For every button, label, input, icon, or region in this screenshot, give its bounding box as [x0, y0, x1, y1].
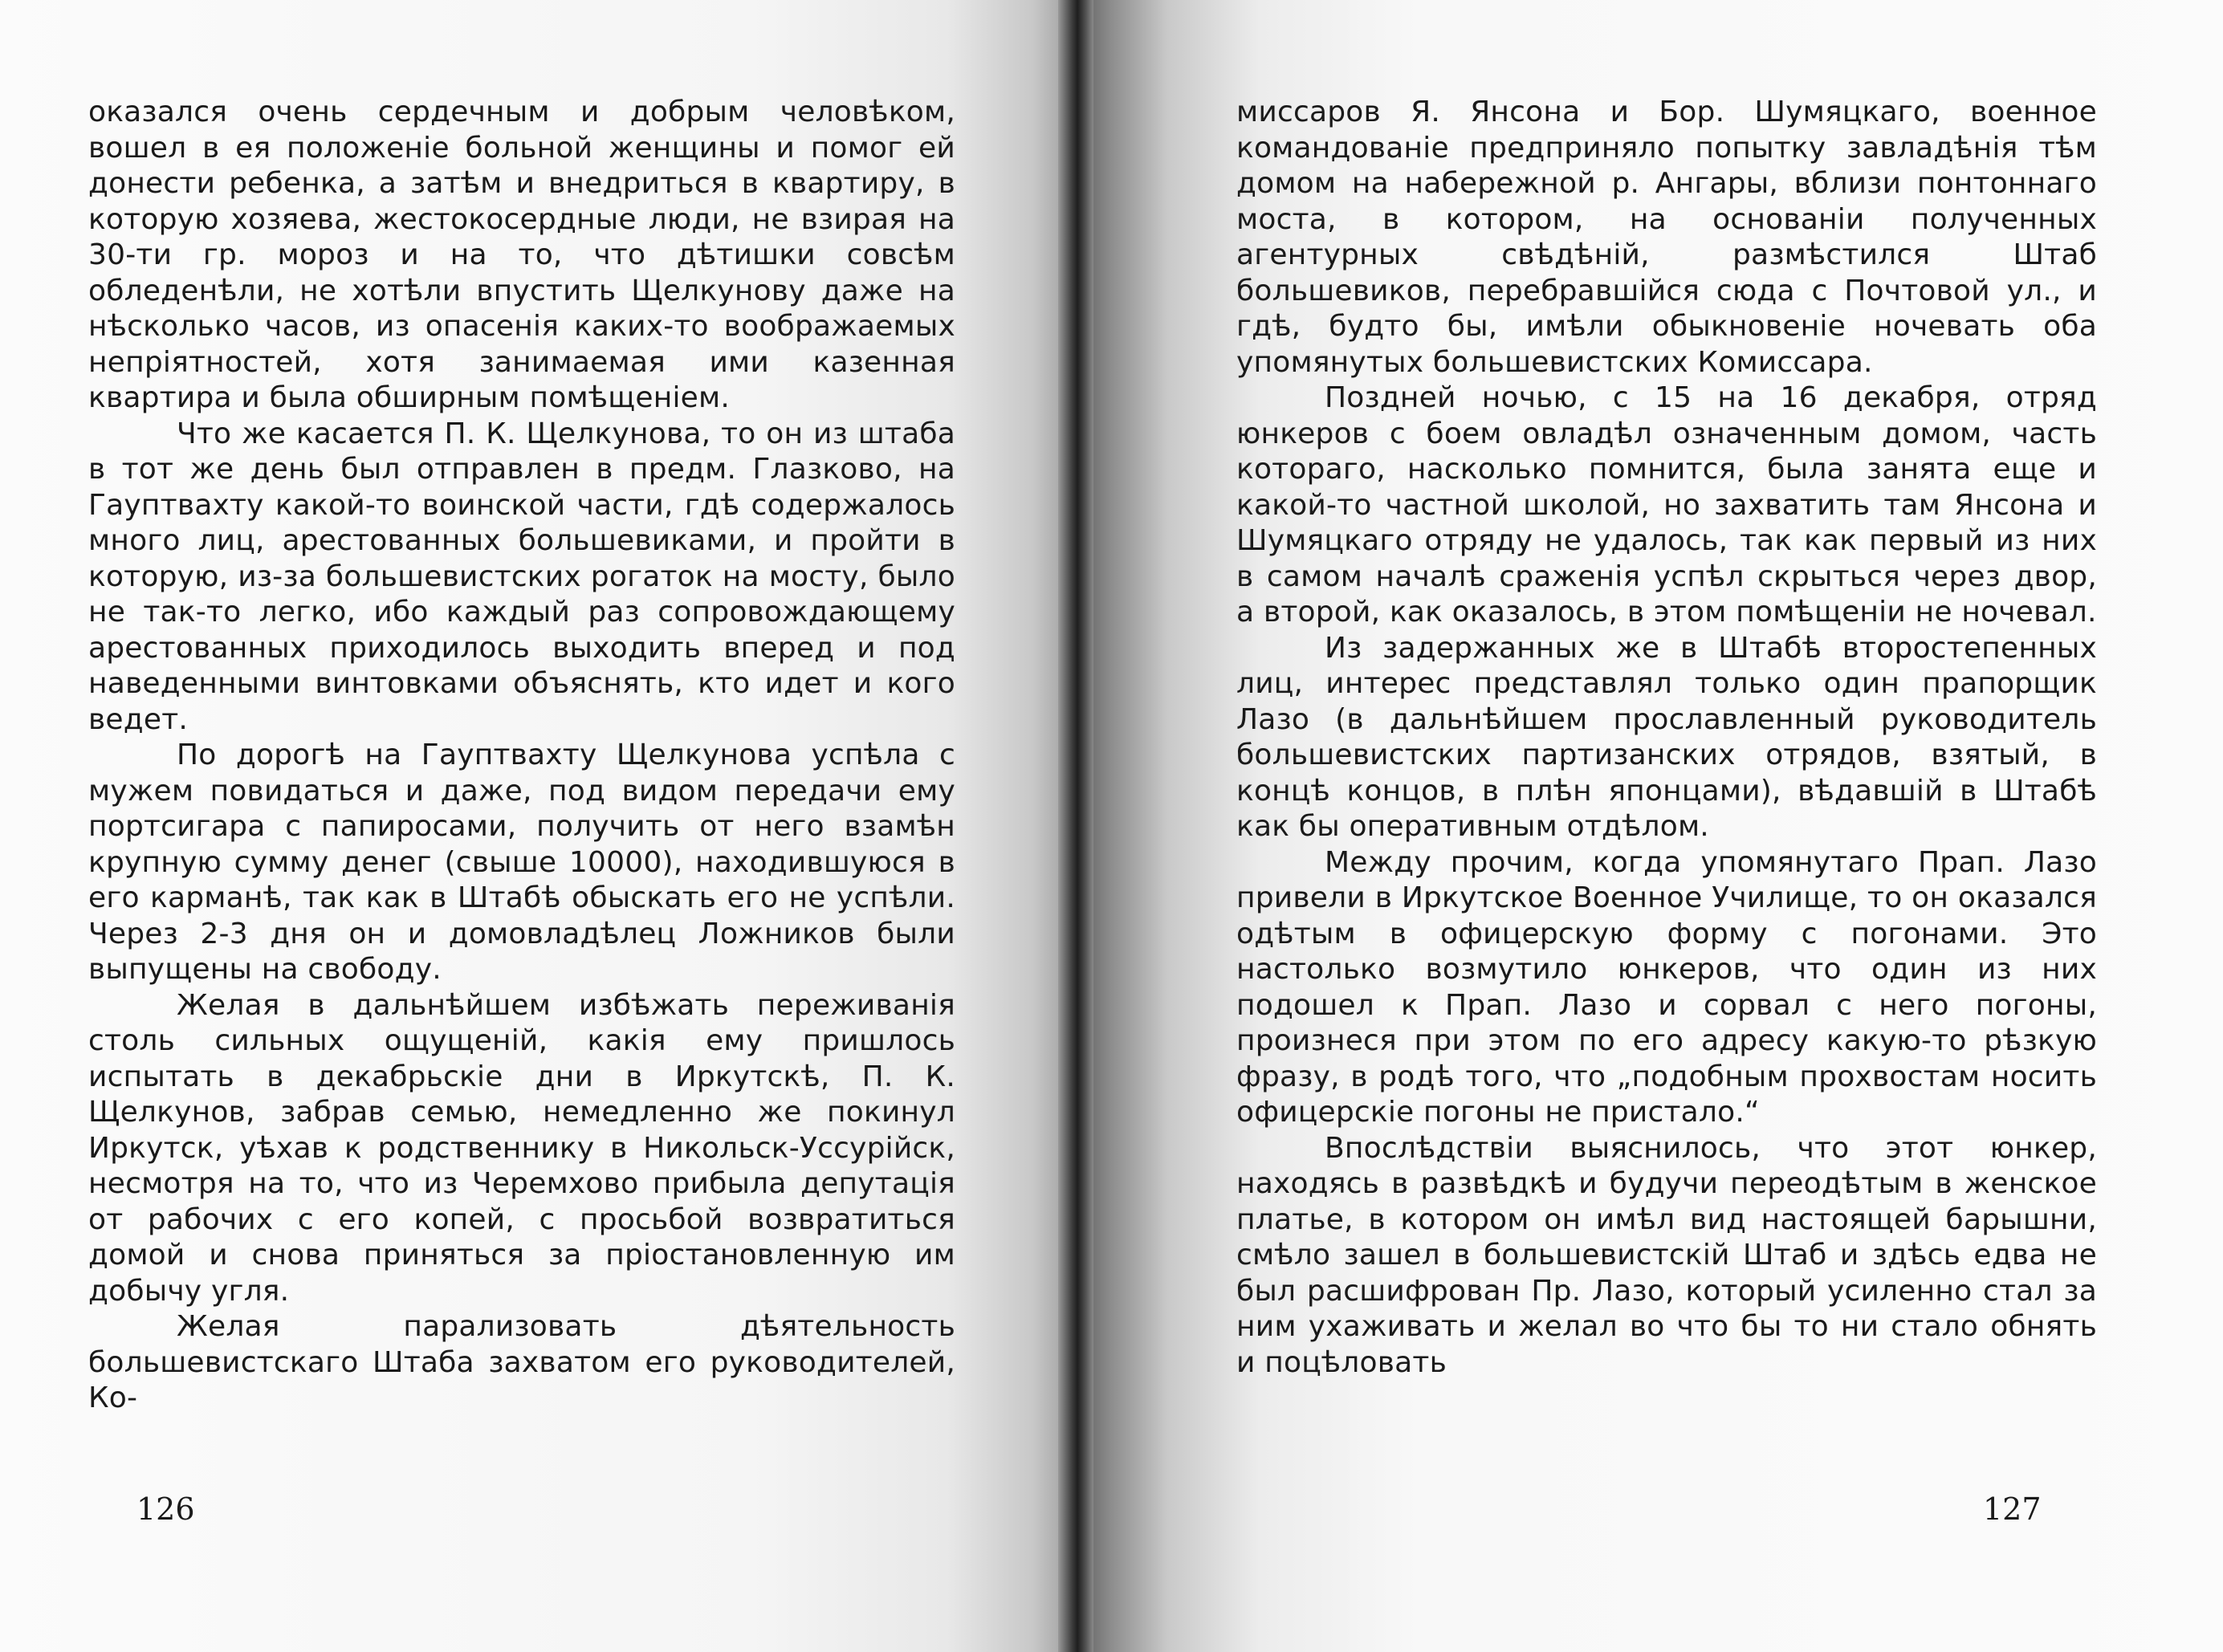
left-page-text: [88, 95, 955, 1417]
paragraph: Из задержанных же в Штабѣ второстепенных лиц, интерес представлял только один прапорщик Лазо (в дальнѣйшем прославленный руководитель большевистских партизанских отрядов, взятый, в концѣ концов, в плѣн японцами), вѣдавшій в Штабѣ как бы оперативным отдѣлом.: [1236, 631, 2097, 843]
page-number-right: 127: [1983, 1491, 2042, 1527]
paragraph: миссаров Я. Янсона и Бор. Шумяцкаго, военное командованіе предприняло попытку завладѣнія тѣм домом на набережной р. Ангары, вблизи понтоннаго моста, в котором, на основаніи полученных агентурных свѣдѣній, размѣстился Штаб большевиков, перебравшійся сюда с Почтовой ул., и гдѣ, будто бы, имѣли обыкновеніе ночевать оба упомянутых большевистских Комиссара.: [1236, 96, 2097, 379]
paragraph: Между прочим, когда упомянутаго Прап. Лазо привели в Иркутское Военное Училище, то он оказался одѣтым в офицерскую форму с погонами. Это настолько возмутило юнкеров, что один из них подошел к Прап. Лазо и сорвал с него погоны, произнеся при этом по его адресу какую-то рѣзкую фразу, в родѣ того, что „подобным прохвостам носить офицерскіе погоны не пристало.“: [1236, 845, 2097, 1129]
paragraph: Впослѣдствіи выяснилось, что этот юнкер, находясь в развѣдкѣ и будучи переодѣтым в женское платье, в котором он имѣл вид настоящей барышни, смѣло зашел в большевистскій Штаб и здѣсь едва не был расшифрован Пр. Лазо, который усиленно стал за ним ухаживать и желал во что бы то ни стало обнять и поцѣловать: [1236, 1131, 2097, 1379]
paragraph: Поздней ночью, с 15 на 16 декабря, отряд юнкеров с боем овладѣл означенным домом, часть котораго, насколько помнится, была занята еще и какой-то частной школой, но захватить там Янсона и Шумяцкаго отряду не удалось, так как первый из них в самом началѣ сраженія успѣл скрыться через двор, а второй, как оказалось, в этом помѣщеніи не ночевал.: [1236, 381, 2097, 629]
right-page: [1076, 0, 2223, 1652]
left-page: [0, 0, 1076, 1652]
paragraph: оказался очень сердечным и добрым человѣком, вошел в ея положеніе больной женщины и помог ей донести ребенка, а затѣм и внедриться в квартиру, в которую хозяева, жестокосердные люди, не взирая на 30-ти гр. мороз и на то, что дѣтишки совсѣм обледенѣли, не хотѣли впустить Щелкунову даже на нѣсколько часов, из опасенія каких-то воображаемых непріятностей, хотя занимаемая ими казенная квартира и была обширным помѣщеніем.: [88, 96, 955, 414]
right-page-text: [1236, 95, 2097, 1381]
paragraph: По дорогѣ на Гауптвахту Щелкунова успѣла с мужем повидаться и даже, под видом передачи ему портсигара с папиросами, получить от него взамѣн крупную сумму денег (свыше 10000), находившуюся в его карманѣ, так как в Штабѣ обыскать его не успѣли. Через 2-3 дня он и домовладѣлец Ложников были выпущены на свободу.: [88, 739, 955, 986]
paragraph: Что же касается П. К. Щелкунова, то он из штаба в тот же день был отправлен в предм. Глазково, на Гауптвахту какой-то воинской части, гдѣ содержалось много лиц, арестованных большевиками, и пройти в которую, из-за большевистских рогаток на мосту, было не так-то легко, ибо каждый раз сопровождающему арестованных приходилось выходить вперед и под наведенными винтовками объяснять, кто идет и кого ведет.: [88, 417, 955, 736]
book-gutter: [1058, 0, 1093, 1652]
page-number-left: 126: [136, 1491, 195, 1527]
paragraph: Желая парализовать дѣятельность большевистскаго Штаба захватом его руководителей, Ко-: [88, 1310, 955, 1414]
paragraph: Желая в дальнѣйшем избѣжать переживанія столь сильных ощущеній, какія ему пришлось испытать в декабрьскіе дни в Иркутскѣ, П. К. Щелкунов, забрав семью, немедленно же покинул Иркутск, уѣхав к родственнику в Никольск-Уссурійск, несмотря на то, что из Черемхово прибыла депутація от рабочих с его копей, с просьбой возвратиться домой и снова приняться за пріостановленную им добычу угля.: [88, 988, 955, 1308]
